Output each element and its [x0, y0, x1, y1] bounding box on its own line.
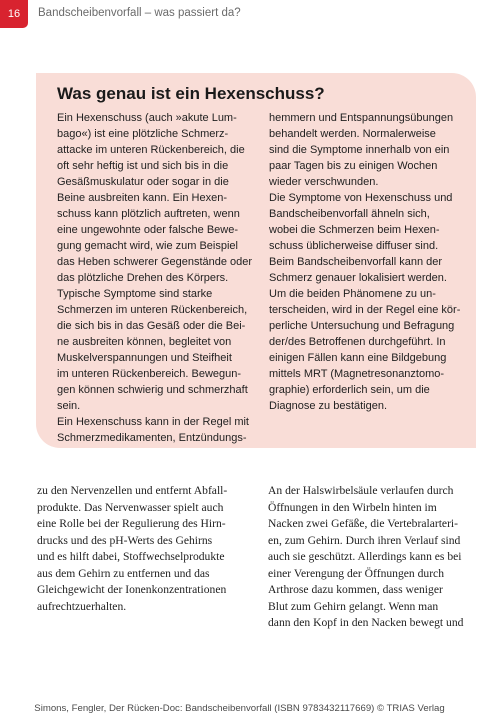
text-line: das plötzliche Drehen des Körpers. [57, 272, 229, 284]
text-line: einigen Fällen kann eine Bildgebung [269, 352, 447, 364]
text-line: behandelt werden. Normalerweise [269, 128, 436, 140]
text-line: Schmerz genauer lokalisiert werden. [269, 272, 447, 284]
text-line: Arthrose dazu kommen, dass weniger [268, 583, 443, 596]
text-line: en, zum Gehirn. Durch ihren Verlauf sind [268, 533, 461, 547]
text-line: gung gemacht wird, wie zum Beispiel [57, 240, 238, 252]
text-line: sind die Symptome innerhalb von ein [269, 144, 450, 156]
text-line: bago«) ist eine plötzliche Schmerz- [57, 128, 229, 140]
text-line: und es hilft dabei, Stoffwechselprodukte [37, 550, 225, 563]
body-text-left-column [37, 483, 227, 615]
text-line: oft sehr heftig ist und sich bis in die [57, 160, 229, 172]
text-line: schuss üblicherweise diffuser sind. [269, 240, 439, 252]
footer-citation: Simons, Fengler, Der Rücken-Doc: Bandscheibenvorfall (ISBN 9783432117669) © TRIAS Verlag [34, 703, 445, 714]
text-line: drucks und des pH-Werts des Gehirns [37, 533, 213, 547]
text-line: wobei die Schmerzen beim Hexen- [269, 224, 440, 236]
text-line: Um die beiden Phänomene zu un- [269, 288, 436, 300]
text-line: einer Verengung der Öffnungen durch [268, 566, 444, 580]
text-line: Schmerzen im unteren Rückenbereich, [57, 304, 248, 316]
text-line: schuss kann plötzlich auftreten, wenn [57, 208, 240, 220]
body-text-right-column [268, 483, 463, 632]
text-line: Die Symptome von Hexenschuss und [269, 192, 453, 204]
text-line: Ein Hexenschuss (auch »akute Lum- [57, 112, 237, 124]
text-line: An der Halswirbelsäule verlaufen durch [268, 484, 454, 497]
text-line: aus dem Gehirn zu entfernen und das [37, 566, 210, 580]
text-line: Ein Hexenschuss kann in der Regel mit [57, 416, 249, 428]
text-line: Schmerzmedikamenten, Entzündungs- [57, 432, 247, 444]
info-box-right-column [269, 110, 460, 414]
text-line: eine Rolle bei der Regulierung des Hirn- [37, 517, 226, 530]
text-line: Diagnose zu bestätigen. [269, 400, 388, 412]
text-line: das Heben schwerer Gegenstände oder [57, 256, 253, 268]
text-line: mittels MRT (Magnetresonanztomo- [269, 368, 445, 380]
text-line: wieder verschwunden. [269, 176, 379, 188]
text-line: Gleichgewicht der Ionenkonzentrationen [37, 583, 227, 596]
text-line: graphie) erforderlich sein, um die [269, 384, 430, 396]
text-line: Blut zum Gehirn gelangt. Wenn man [268, 599, 439, 613]
text-line: gen können schwierig und schmerzhaft [57, 384, 248, 396]
text-line: Muskelverspannungen und Steifheit [57, 352, 232, 364]
text-line: terscheiden, wird in der Regel eine kör- [269, 304, 461, 316]
text-line: die sich bis in das Gesäß oder die Bei- [57, 320, 246, 332]
text-line: paar Tagen bis zu einigen Wochen [269, 160, 438, 172]
running-head: Bandscheibenvorfall – was passiert da? [38, 7, 241, 19]
text-line: eine ungewohnte oder falsche Bewe- [57, 224, 239, 236]
text-line: aufrechtzuerhalten. [37, 599, 127, 613]
text-line: zu den Nervenzellen und entfernt Abfall- [37, 484, 228, 497]
text-line: sein. [57, 400, 81, 412]
text-line: der/des Betroffenen durchgeführt. In [269, 336, 446, 348]
text-line: Nacken zwei Gefäße, die Vertebralarteri- [268, 517, 459, 530]
text-line: auch sie geschützt. Allerdings kann es bei [268, 550, 462, 563]
text-line: Beim Bandscheibenvorfall kann der [269, 256, 443, 268]
text-line: Gesäßmuskulatur oder sogar in die [57, 176, 229, 188]
text-line: dann den Kopf in den Nacken bewegt und [268, 616, 464, 629]
text-line: produkte. Das Nervenwasser spielt auch [37, 500, 224, 514]
text-line: attacke im unteren Rückenbereich, die [57, 144, 245, 156]
text-line: Bandscheibenvorfall ähneln sich, [269, 208, 430, 220]
text-line: ne ausbreiten können, begleitet von [57, 336, 232, 348]
info-box-title: Was genau ist ein Hexenschuss? [57, 84, 325, 103]
text-line: Beine ausbreiten kann. Ein Hexen- [57, 192, 227, 204]
text-line: hemmern und Entspannungsübungen [269, 112, 454, 124]
text-line: Öffnungen in den Wirbeln hinten im [268, 500, 437, 514]
text-line: perliche Untersuchung und Befragung [269, 320, 455, 332]
info-box-left-column [57, 110, 252, 446]
text-line: Typische Symptome sind starke [57, 288, 213, 300]
text-line: im unteren Rückenbereich. Bewegun- [57, 368, 242, 380]
page-number-badge: 16 [0, 0, 28, 28]
